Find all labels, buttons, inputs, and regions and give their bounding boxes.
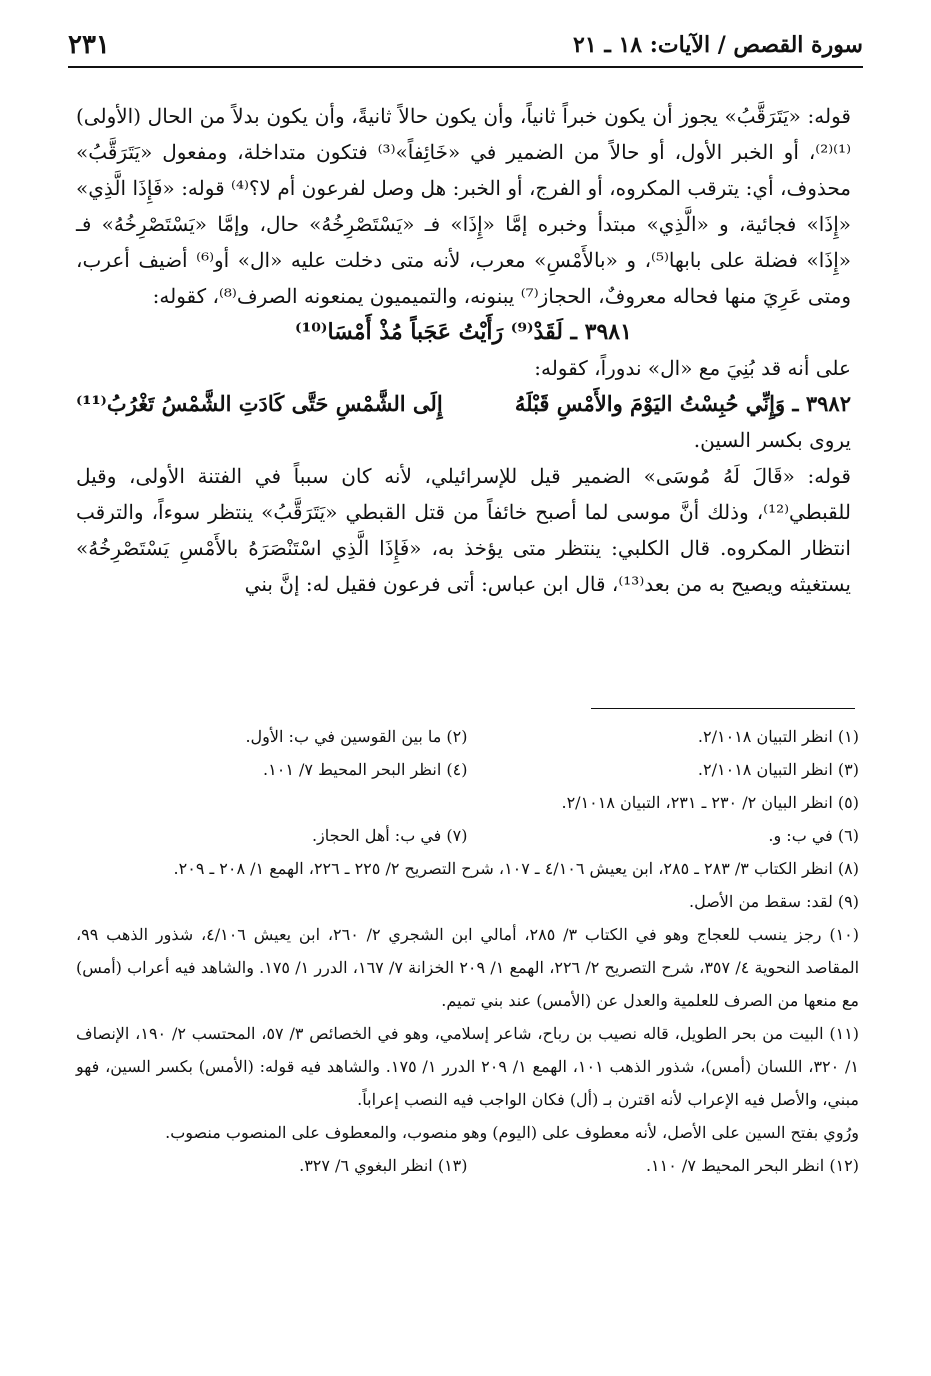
footnote-9: (٩) لقد: سقط من الأصل. bbox=[689, 892, 859, 911]
verse-3982-second-hemistich: إِلَى الشَّمْسِ حَتَّى كَادَتِ الشَّمْسُ تَغْرُبُ⁽¹¹⁾ bbox=[76, 391, 443, 416]
footnote-2: (٢) ما بين القوسين في ب: الأول. bbox=[245, 727, 468, 746]
footnote-7: (٧) في ب: أهل الحجاز. bbox=[311, 826, 468, 845]
running-header bbox=[68, 30, 863, 68]
footnote-separator bbox=[591, 708, 855, 709]
paragraph-1: قوله: «يَتَرَقَّبُ» يجوز أن يكون خبراً ثانياً، وأن يكون حالاً ثانيةً، وأن يكون بدلاً من الحال (الأولى)⁽¹⁾⁽²⁾، أو الخبر الأول، أو حالاً من الضمير في «خَائِفاً»⁽³⁾ فتكون متداخلة، ومفعول «يَتَرَقَّبُ» محذوف، أي: يترقب المكروه، أو الفرج، أو الخبر: هل وصل لفرعون أم لا؟⁽⁴⁾ قوله: «فَإِذَا الَّذِي» «إِذَا» فجائية، و «الَّذِي» مبتدأ وخبره إمَّا «إِذَا» فـ «يَسْتَصْرِخُهُ» حال، وإمَّا «يَسْتَصْرِخُهُ» فـ «إِذَا» فضلة على بابها⁽⁵⁾، و «بالأَمْسِ» معرب، لأنه متى دخلت عليه «ال» أو⁽⁶⁾ أضيف أعرب، ومتى عَرِيَ منها فحاله معروفٌ، الحجاز⁽⁷⁾ يبنونه، والتميميون يمنعونه الصرف⁽⁸⁾، كقوله: bbox=[76, 104, 852, 308]
footnotes bbox=[76, 720, 859, 1182]
footnote-12: (١٢) انظر البحر المحيط ٧/ ١١٠. bbox=[645, 1156, 859, 1175]
main-text bbox=[76, 98, 851, 602]
footnote-6: (٦) في ب: و. bbox=[768, 826, 859, 845]
verse-3982 bbox=[76, 386, 851, 422]
footnote-row bbox=[76, 753, 859, 786]
verse-3982-first-hemistich: ٣٩٨٢ ـ وَإِنِّي حُبِسْتُ اليَوْمَ والأَمْسِ قَبْلَهُ bbox=[514, 391, 851, 416]
paragraph-2: على أنه قد بُنِيَ مع «ال» ندوراً، كقوله: bbox=[534, 356, 851, 380]
running-title: سورة القصص / الآيات: ١٨ ـ ٢١ bbox=[573, 32, 863, 58]
footnote-4: (٤) انظر البحر المحيط ٧/ ١٠١. bbox=[263, 760, 468, 779]
footnote-1: (١) انظر التبيان ٢/١٠١٨. bbox=[697, 727, 859, 746]
footnote-11-continued: ورُوي بفتح السين على الأصل، لأنه معطوف على (اليوم) وهو منصوب، والمعطوف على المنصوب منصوب. bbox=[165, 1123, 859, 1142]
verse-3981: ٣٩٨١ ـ لَقَدْ⁽⁹⁾ رَأَيْتُ عَجَباً مُذْ أَمْسَا⁽¹⁰⁾ bbox=[295, 319, 632, 345]
footnote-10: (١٠) رجز ينسب للعجاج وهو في الكتاب ٣/ ٢٨٥، أمالي ابن الشجري ٢/ ٢٦٠، ابن يعيش ٤/١٠٦، شذور الذهب ٩٩، المقاصد النحوية ٤/ ٣٥٧، شرح التصريح ٢/ ٢٢٦، الهمع ١/ ٢٠٩ الخزانة ٧/ ١٦٧، الدرر ١/ ١٧٥. والشاهد فيه أعراب (أمس) مع منعها من الصرف للعلمية والعدل عن (الأمس) عند بني تميم. bbox=[76, 925, 860, 1010]
footnote-row bbox=[76, 1149, 859, 1182]
footnote-13: (١٣) انظر البغوي ٦/ ٣٢٧. bbox=[299, 1156, 468, 1175]
footnote-3: (٣) انظر التبيان ٢/١٠١٨. bbox=[697, 760, 859, 779]
footnote-11: (١١) البيت من بحر الطويل، قاله نصيب بن رباح، شاعر إسلامي، وهو في الخصائص ٣/ ٥٧، المحتسب ٢/ ١٩٠، الإنصاف ١/ ٣٢٠، اللسان (أمس)، شذور الذهب ١٠١، الهمع ١/ ٢٠٩ الدرر ١/ ١٧٥. والشاهد فيه قوله: (الأمس) بكسر السين، فهو مبني، والأصل فيه الإعراب لأنه اقترن بـ (أل) فكان الواجب فيه النصب إعراباً. bbox=[76, 1024, 860, 1109]
footnote-5: (٥) انظر البيان ٢/ ٢٣٠ ـ ٢٣١، التبيان ٢/١٠١٨. bbox=[561, 793, 859, 812]
paragraph-4: قوله: «قَالَ لَهُ مُوسَى» الضمير قيل للإسرائيلي، لأنه كان سبباً في الفتنة الأولى، وقيل للقبطي⁽¹²⁾، وذلك أنَّ موسى لما أصبح خائفاً من قتل القبطي «يَتَرَقَّبُ» ينتظر سوءاً، والترقب انتظار المكروه. قال الكلبي: ينتظر متى يؤخذ به، «فَإِذَا الَّذِي اسْتَنْصَرَهُ بالأَمْسِ يَسْتَصْرِخُهُ» يستغيثه ويصيح به من بعد⁽¹³⁾، قال ابن عباس: أتى فرعون فقيل له: إنَّ بني bbox=[76, 464, 851, 596]
page-number: ٢٣١ bbox=[68, 30, 110, 60]
paragraph-3: يروى بكسر السين. bbox=[693, 428, 851, 452]
footnote-8: (٨) انظر الكتاب ٣/ ٢٨٣ ـ ٢٨٥، ابن يعيش ٤/١٠٦ ـ ١٠٧، شرح التصريح ٢/ ٢٢٥ ـ ٢٢٦، الهمع ١/ ٢٠٨ ـ ٢٠٩. bbox=[173, 859, 859, 878]
footnote-row bbox=[76, 720, 859, 753]
footnote-row bbox=[76, 819, 859, 852]
